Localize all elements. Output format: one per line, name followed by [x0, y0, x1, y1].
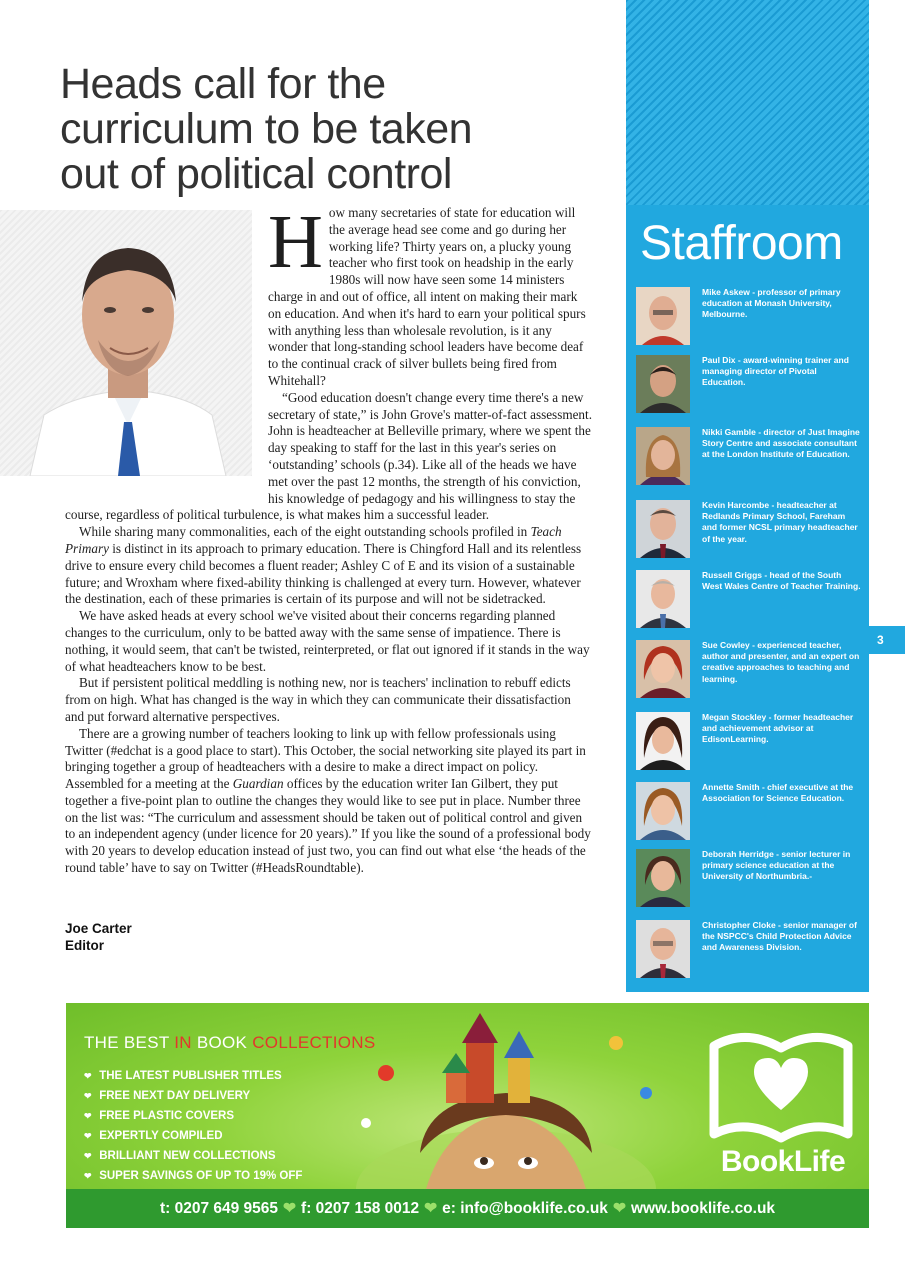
staff-member	[636, 782, 864, 842]
page-number-tab	[869, 626, 905, 654]
staff-bio: Deborah Herridge - senior lecturer in primary science education at the University of Northumbria.-	[702, 849, 851, 882]
heart-icon: ❤	[84, 1091, 92, 1101]
staff-member	[636, 920, 864, 980]
ad-bullet: ❤ THE LATEST PUBLISHER TITLES	[84, 1066, 302, 1086]
staff-bio: Mike Askew - professor of primary education at Monash University, Melbourne.	[702, 287, 841, 320]
booklife-brand: BookLife	[720, 1145, 846, 1178]
staff-member	[636, 712, 864, 772]
staff-photo	[636, 287, 690, 345]
staff-photo	[636, 500, 690, 558]
article-paragraph: We have asked heads at every school we've visited about their concerns regarding planned changes to the curriculum, only to be batted away with the same sense of impatience. There is nothing, it would seem, that can't be twisted, reinterpreted, or flat out ignored if it stands in the way of what headteachers know to be best.	[65, 608, 590, 674]
staff-bio: Kevin Harcombe - headteacher at Redlands Primary School, Fareham and former NCSL primary headteacher of the year.	[702, 500, 858, 544]
staff-photo	[636, 640, 690, 698]
staff-member	[636, 640, 864, 700]
headline	[60, 62, 580, 197]
article-paragraph: There are a growing number of teachers looking to link up with fellow professionals using Twitter (#edchat is a good place to start). This October, the social networking site played its part in bringing together a group of headteachers with a desire to make a direct impact on policy. Assembled for a meeting at the Guardian offices by the education writer Ian Gilbert, they put together a five-point plan to outline the changes they would like to see put in place. Number three on the list was: “The curriculum and assessment should be taken out of political control and given to an independent agency (under licence for 20 years).” If you like the sound of a professional body with 20 years to develop education instead of just two, you can find out what else ‘the heads of the round table’ have to say on Twitter (#HeadsRoundtable).	[65, 725, 591, 876]
ad-bullet: ❤ FREE NEXT DAY DELIVERY	[84, 1086, 302, 1106]
author-role: Editor	[65, 938, 104, 953]
staff-photo	[636, 570, 690, 628]
ad-illustration	[316, 1003, 696, 1189]
ad-bullet: ❤ BRILLIANT NEW COLLECTIONS	[84, 1146, 302, 1166]
author-name: Joe Carter	[65, 921, 132, 936]
headline-line-3: out of political control	[60, 150, 452, 198]
heart-icon: ❤	[84, 1151, 92, 1161]
staff-member	[636, 287, 864, 347]
ad-phone[interactable]: t: 0207 649 9565	[159, 1200, 279, 1217]
article-paragraph: “Good education doesn't change every time there's a new secretary of state,” is John Grove's matter-of-fact assessment. John is headteacher at Belleville primary, where we spent the day speaking to staff for the last in this year's series on ‘outstanding’ schools (p.34). Like all of the heads we have met over the past 12 months, the strength of his conviction, his knowledge of pedagogy and his willingness to stay the course, regardless of political turbulence, is what makes him a successful leader.	[65, 389, 592, 523]
staff-bio: Christopher Cloke - senior manager of the NSPCC's Child Protection Advice and Awareness Division.	[702, 920, 857, 953]
staffroom-sidebar	[626, 0, 869, 992]
staff-photo	[636, 355, 690, 413]
ad-bullet-list	[84, 1066, 302, 1186]
drop-cap: H	[268, 200, 323, 284]
staff-photo	[636, 712, 690, 770]
article-paragraph: How many secretaries of state for education will the average head see come and go during her working life? Thirty years on, a plucky young teacher who first took on headship in the early 1980s will now have seen some 14 ministers charge in and out of office, all intent on making their mark on education. And when it's hard to earn your political spurs with anything less than wholesale revolution, is it any wonder that long-standing school leaders have become deaf to the continual crack of silver bullets being fired from Whitehall?	[268, 200, 586, 388]
ad-email[interactable]: e: info@booklife.co.uk	[442, 1200, 608, 1217]
staff-photo	[636, 920, 690, 978]
heart-icon: ❤	[283, 1200, 297, 1217]
heart-icon: ❤	[84, 1131, 92, 1141]
staff-photo	[636, 427, 690, 485]
staff-bio: Russell Griggs - head of the South West Wales Centre of Teacher Training.	[702, 570, 861, 592]
ad-bullet: ❤ SUPER SAVINGS OF UP TO 19% OFF	[84, 1166, 302, 1186]
ad-website[interactable]: www.booklife.co.uk	[630, 1200, 776, 1217]
ad-bullet: ❤ EXPERTLY COMPILED	[84, 1126, 302, 1146]
heart-icon: ❤	[84, 1111, 92, 1121]
article-paragraph: While sharing many commonalities, each of the eight outstanding schools profiled in Teach Primary is distinct in its approach to primary education. There is Chingford Hall and its relentless drive to ensure every child becomes a fluent reader; Ashley C of E and its vision of a sustainable future; and Wroxham where fixed-ability thinking is challenged at every turn. However, whatever the destination, each of these primaries is certain of its purpose and will not be sidetracked.	[65, 524, 582, 607]
signature	[65, 920, 132, 954]
staff-bio: Annette Smith - chief executive at the Association for Science Education.	[702, 782, 854, 804]
staff-member	[636, 355, 864, 415]
staff-bio: Paul Dix - award-winning trainer and managing director of Pivotal Education.	[702, 355, 849, 388]
staffroom-title: Staffroom	[640, 217, 843, 270]
sidebar-hatch-pattern	[626, 0, 869, 205]
staff-member	[636, 427, 864, 487]
staff-bio: Nikki Gamble - director of Just Imagine Story Centre and associate consultant at the London Institute of Education.	[702, 427, 860, 460]
ad-contact-bar	[66, 1189, 869, 1228]
heart-icon: ❤	[84, 1071, 92, 1081]
booklife-advert[interactable]	[66, 1003, 869, 1228]
ad-fax: f: 0207 158 0012	[301, 1200, 420, 1217]
headline-line-1: Heads call for the	[60, 60, 386, 108]
staff-bio: Megan Stockley - former headteacher and achievement advisor at EdisonLearning.	[702, 712, 854, 745]
headline-line-2: curriculum to be taken	[60, 105, 473, 153]
heart-icon: ❤	[84, 1171, 92, 1181]
staff-member	[636, 849, 864, 909]
page-number: 3	[877, 633, 884, 647]
heart-icon: ❤	[612, 1200, 626, 1217]
article-body	[65, 200, 593, 877]
ad-bullet: ❤ FREE PLASTIC COVERS	[84, 1106, 302, 1126]
article-paragraph: But if persistent political meddling is nothing new, nor is teachers' inclination to rebuff edicts from on high. What has changed is the way in which they can communicate their dissatisfaction and put forward alternative perspectives.	[65, 675, 571, 724]
staff-photo	[636, 782, 690, 840]
staff-bio: Sue Cowley - experienced teacher, author and presenter, and an expert on creative approaches to teaching and learning.	[702, 640, 860, 684]
ad-heading: THE BEST IN BOOK COLLECTIONS	[84, 1033, 376, 1052]
staff-member	[636, 570, 864, 630]
heart-icon: ❤	[424, 1200, 438, 1217]
staff-photo	[636, 849, 690, 907]
staff-member	[636, 500, 864, 560]
